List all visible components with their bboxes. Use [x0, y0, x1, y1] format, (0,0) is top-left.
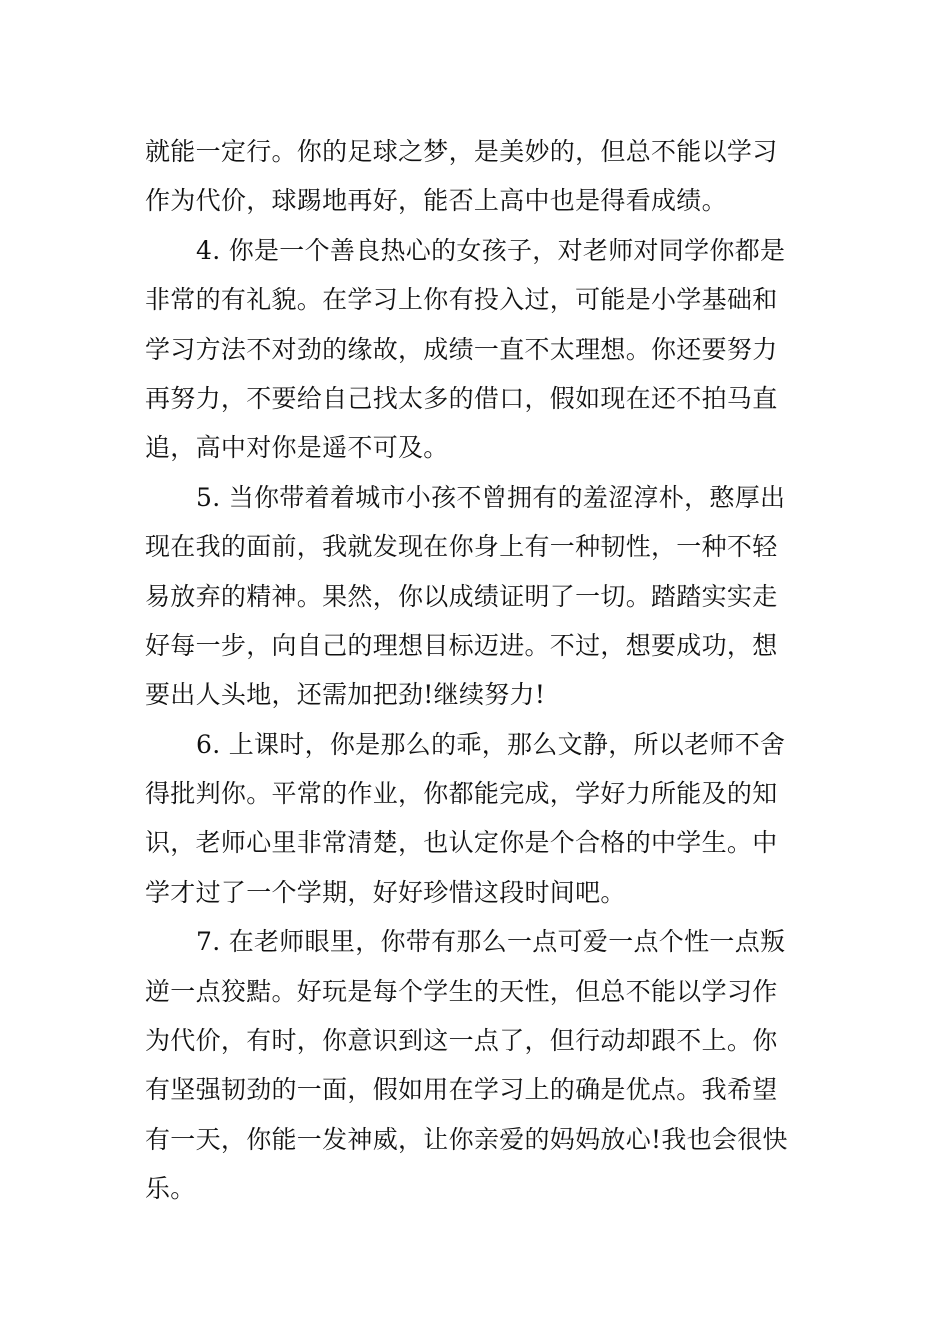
text-line: 要出人头地，还需加把劲!继续努力! [145, 680, 546, 710]
text-line: 得批判你。平常的作业，你都能完成，学好力所能及的知 [145, 779, 778, 809]
text-line: 为代价，有时，你意识到这一点了，但行动却跟不上。你 [145, 1026, 778, 1056]
text-line: 好每一步，向自己的理想目标迈进。不过，想要成功，想 [145, 630, 778, 660]
text-line: 就能一定行。你的足球之梦，是美妙的，但总不能以学习 [145, 137, 778, 166]
text-line: 识，老师心里非常清楚，也认定你是个合格的中学生。中 [145, 828, 778, 858]
paragraph-5-start: 5. 当你带着着城市小孩不曾拥有的羞涩淳朴，憨厚出 [196, 482, 786, 512]
text-line: 易放弃的精神。果然，你以成绩证明了一切。踏踏实实走 [145, 581, 778, 611]
text-line: 作为代价，球踢地再好，能否上高中也是得看成绩。 [145, 186, 727, 216]
document-body [145, 127, 805, 1214]
text-line: 乐。 [145, 1174, 196, 1204]
text-line: 非常的有礼貌。在学习上你有投入过，可能是小学基础和 [145, 285, 778, 315]
text-line: 有坚强韧劲的一面，假如用在学习上的确是优点。我希望 [145, 1075, 778, 1105]
paragraph-6-start: 6. 上课时，你是那么的乖，那么文静，所以老师不舍 [196, 729, 786, 759]
text-line: 再努力，不要给自己找太多的借口，假如现在还不拍马直 [145, 383, 778, 413]
text-line: 现在我的面前，我就发现在你身上有一种韧性，一种不轻 [145, 532, 778, 562]
text-line: 追，高中对你是遥不可及。 [145, 433, 449, 463]
text-line: 学习方法不对劲的缘故，成绩一直不太理想。你还要努力 [145, 334, 778, 364]
text-line: 有一天，你能一发神威，让你亲爱的妈妈放心!我也会很快 [145, 1124, 788, 1154]
paragraph-4-start: 4. 你是一个善良热心的女孩子，对老师对同学你都是 [196, 235, 786, 265]
paragraph-7-start: 7. 在老师眼里，你带有那么一点可爱一点个性一点叛 [196, 927, 786, 957]
text-line: 学才过了一个学期，好好珍惜这段时间吧。 [145, 877, 626, 907]
text-line: 逆一点狡黠。好玩是每个学生的天性，但总不能以学习作 [145, 976, 778, 1006]
